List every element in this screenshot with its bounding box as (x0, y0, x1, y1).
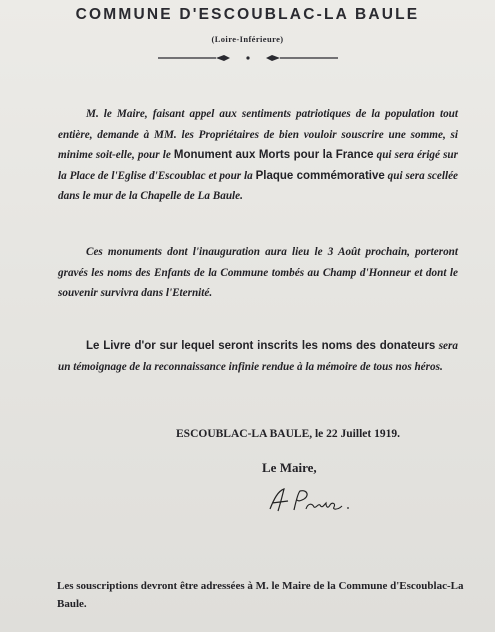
appeal-text-1: M. le Maire, faisant appel aux sentiments patriotiques de la population tout entière, demande à MM. les Propriétaires de bien vouloir souscrire une somme, si minime soit-elle, pour le (58, 108, 458, 161)
place-and-date: ESCOUBLAC-LA BAULE, le 22 Juillet 1919. (176, 428, 400, 440)
inauguration-paragraph (58, 242, 458, 304)
document-subtitle: (Loire-Inférieure) (211, 34, 284, 44)
monument-name: Monument aux Morts pour la France (173, 149, 374, 161)
appeal-text-3: qui sera scellée dans le mur de la Chapelle de La Baule. (58, 169, 459, 202)
appeal-paragraph (58, 104, 458, 207)
handwritten-signature (264, 485, 364, 515)
plaque-name: Plaque commémorative (255, 169, 385, 182)
golden-book-text: Le Livre d'or sur lequel seront inscrits les noms des donateurs (86, 340, 436, 352)
golden-book-text-2: sera un témoignage de la reconnaissance infinie rendue à la mémoire de tous nos héros. (58, 340, 458, 373)
document-title: COMMUNE D'ESCOUBLAC-LA BAULE (75, 6, 420, 23)
signatory-title: Le Maire, (262, 460, 317, 475)
golden-book-paragraph (58, 336, 458, 377)
inauguration-text: Ces monuments dont l'inauguration aura lieu le 3 Août prochain, porteront gravés les noms des Enfants de la Commune tombés au Champ d'Honneur et dont le souvenir survivra dans l'Eternité. (58, 246, 458, 299)
footer-note: Les souscriptions devront être adressées à M. le Maire de la Commune d'Escoublac-La Baule. (57, 580, 464, 610)
ornament-divider (158, 51, 338, 65)
appeal-text-2: qui sera érigé sur la Place de l'Eglise d'Escoublac et pour la (58, 149, 459, 182)
